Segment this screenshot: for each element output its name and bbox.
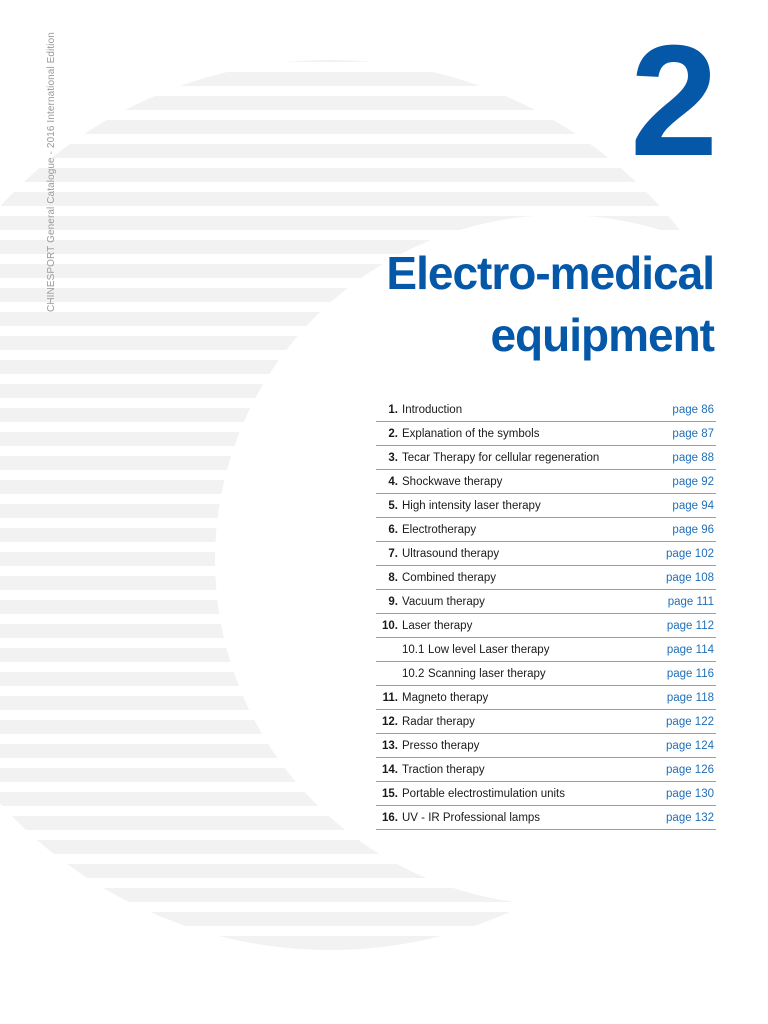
toc-section-number: 11. (382, 691, 398, 704)
toc-page-reference: page 122 (666, 715, 714, 728)
toc-section-number: 8. (388, 571, 398, 584)
toc-page-reference: page 108 (666, 571, 714, 584)
toc-page-reference: page 126 (666, 763, 714, 776)
toc-entry-label: Presso therapy (402, 739, 480, 752)
toc-row (376, 614, 716, 638)
toc-entry-label: Magneto therapy (402, 691, 489, 704)
toc-page-reference: page 114 (666, 643, 714, 656)
toc-row (376, 734, 716, 758)
toc-entry-label: Radar therapy (402, 715, 475, 728)
catalogue-edition-text: CHINESPORT General Catalogue - 2016 International Edition (46, 32, 57, 312)
toc-row (376, 542, 716, 566)
toc-entry-label: Introduction (402, 403, 463, 416)
toc-section-number: 2. (388, 427, 398, 440)
toc-entry-label: Vacuum therapy (402, 595, 485, 608)
toc-page-reference: page 124 (666, 739, 714, 752)
toc-section-number: 3. (388, 451, 398, 464)
toc-section-number: 4. (388, 475, 398, 488)
toc-page-reference: page 130 (666, 787, 714, 800)
toc-entry-label: Shockwave therapy (402, 475, 503, 488)
toc-entry-label: Electrotherapy (402, 523, 477, 536)
toc-section-number: 12. (382, 715, 398, 728)
toc-entry-label: Traction therapy (402, 763, 485, 776)
toc-row (376, 446, 716, 470)
toc-section-number: 13. (382, 739, 398, 752)
toc-section-number: 6. (388, 523, 398, 536)
toc-page-reference: page 132 (666, 811, 714, 824)
toc-row (376, 686, 716, 710)
toc-subsection-number: 10.2 (402, 667, 425, 680)
toc-page-reference: page 118 (666, 691, 714, 704)
toc-section-number: 14. (382, 763, 398, 776)
toc-section-number: 16. (382, 811, 398, 824)
chapter-title-line-1: Electro-medical (386, 247, 714, 299)
toc-page-reference: page 102 (666, 547, 714, 560)
toc-row (376, 758, 716, 782)
toc-section-number: 15. (382, 787, 398, 800)
toc-entry-label: Ultrasound therapy (402, 547, 500, 560)
toc-entry-label: Low level Laser therapy (428, 643, 550, 656)
toc-row (376, 494, 716, 518)
toc-entry-label: UV - IR Professional lamps (402, 811, 541, 824)
toc-section-number: 9. (388, 595, 398, 608)
toc-page-reference: page 88 (672, 451, 714, 464)
toc-entry-label: Tecar Therapy for cellular regeneration (402, 451, 600, 464)
toc-page-reference: page 86 (672, 403, 714, 416)
toc-page-reference: page 87 (672, 427, 714, 440)
toc-row (376, 662, 716, 686)
toc-page-reference: page 94 (672, 499, 714, 512)
toc-page-reference: page 116 (666, 667, 714, 680)
toc-row (376, 806, 716, 830)
toc-row (376, 566, 716, 590)
chapter-title-line-2: equipment (490, 309, 714, 361)
toc-section-number: 7. (388, 547, 398, 560)
toc-entry-label: High intensity laser therapy (402, 499, 541, 512)
toc-row (376, 638, 716, 662)
toc-row (376, 398, 716, 422)
toc-entry-label: Laser therapy (402, 619, 473, 632)
toc-row (376, 590, 716, 614)
toc-page-reference: page 112 (666, 619, 714, 632)
table-of-contents (376, 398, 716, 830)
toc-section-number: 10. (382, 619, 398, 632)
toc-entry-label: Portable electrostimulation units (402, 787, 565, 800)
toc-row (376, 422, 716, 446)
toc-row (376, 710, 716, 734)
toc-page-reference: page 96 (672, 523, 714, 536)
toc-entry-label: Combined therapy (402, 571, 496, 584)
toc-row (376, 470, 716, 494)
toc-row (376, 518, 716, 542)
toc-section-number: 1. (388, 403, 398, 416)
chapter-number: 2 (630, 13, 714, 189)
toc-entry-label: Explanation of the symbols (402, 427, 540, 440)
chapter-title (386, 242, 714, 366)
toc-entry-label: Scanning laser therapy (428, 667, 546, 680)
toc-section-number: 5. (388, 499, 398, 512)
toc-page-reference: page 111 (667, 595, 714, 608)
toc-page-reference: page 92 (672, 475, 714, 488)
toc-subsection-number: 10.1 (402, 643, 425, 656)
toc-row (376, 782, 716, 806)
